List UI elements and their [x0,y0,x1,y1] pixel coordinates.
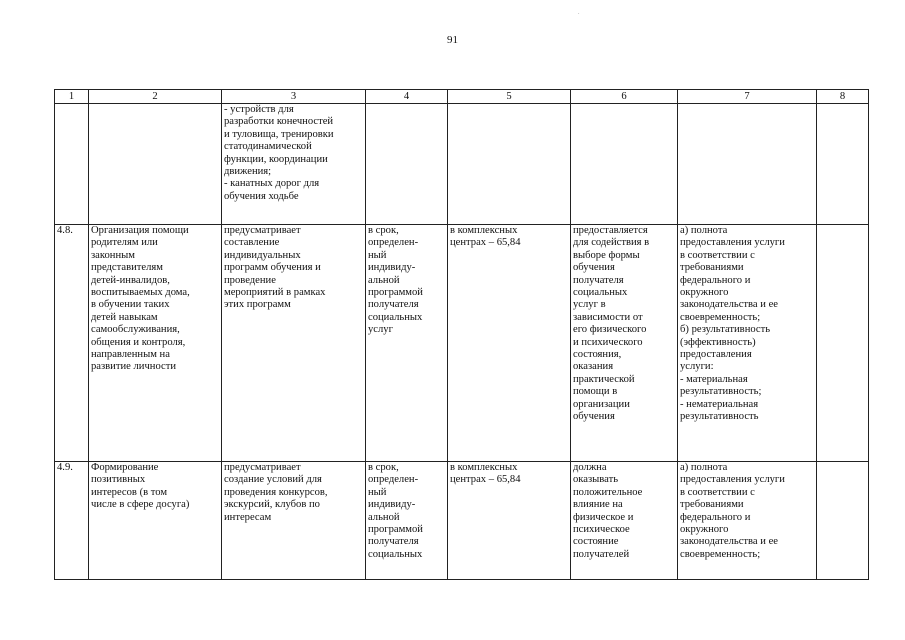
cell-description: предусматривает создание условий для проведения конкурсов, экскурсий, клубов по интересам [222,462,366,580]
cell-service-name [89,104,222,225]
services-table [54,89,869,580]
cell-service-name: Формирование позитивных интересов (в том числе в сфере досуга) [89,462,222,580]
col-header-8: 8 [817,90,869,104]
cell-service-name: Организация помощи родителям или законным представителям детей-инвалидов, воспитываемых дома, в обучении таких детей навыкам самообслуживания, общения и контроля, направленным на развитие личности [89,225,222,462]
corner-mark: . [578,10,580,16]
table-row [55,462,869,580]
table-row [55,225,869,462]
cell-conditions [571,104,678,225]
cell-quality-criteria: а) полнота предоставления услуги в соответствии с требованиями федерального и окружного законодательства и ее своевременность; [678,462,817,580]
col-header-7: 7 [678,90,817,104]
cell-quality-criteria: а) полнота предоставления услуги в соответствии с требованиями федерального и окружного законодательства и ее своевременность; б) результативность (эффективность) предоставления услуги: - материальная результативность; - нематериальная результативность [678,225,817,462]
cell-term [366,104,448,225]
cell-term: в срок, определен- ный индивиду- альной программой получателя социальных [366,462,448,580]
cell-number: 4.9. [55,462,89,580]
cell-conditions: предоставляется для содействия в выборе формы обучения получателя социальных услуг в зависимости от его физического и психического состояния, оказания практической помощи в организации обучения [571,225,678,462]
cell-description: предусматривает составление индивидуальных программ обучения и проведение мероприятий в рамках этих программ [222,225,366,462]
cell-conditions: должна оказывать положительное влияние на физическое и психическое состояние получателей [571,462,678,580]
header-row [55,90,869,104]
cell-notes [817,104,869,225]
cell-tariff: в комплексных центрах – 65,84 [448,225,571,462]
col-header-5: 5 [448,90,571,104]
cell-term: в срок, определен- ный индивиду- альной программой получателя социальных услуг [366,225,448,462]
cell-number [55,104,89,225]
col-header-6: 6 [571,90,678,104]
col-header-4: 4 [366,90,448,104]
table-row [55,104,869,225]
col-header-3: 3 [222,90,366,104]
cell-tariff: в комплексных центрах – 65,84 [448,462,571,580]
col-header-2: 2 [89,90,222,104]
cell-tariff [448,104,571,225]
page-number: 91 [447,34,458,46]
cell-notes [817,225,869,462]
cell-notes [817,462,869,580]
cell-description: - устройств для разработки конечностей и туловища, тренировки статодинамической функции, координации движения; - канатных дорог для обучения ходьбе [222,104,366,225]
cell-quality-criteria [678,104,817,225]
cell-number: 4.8. [55,225,89,462]
col-header-1: 1 [55,90,89,104]
